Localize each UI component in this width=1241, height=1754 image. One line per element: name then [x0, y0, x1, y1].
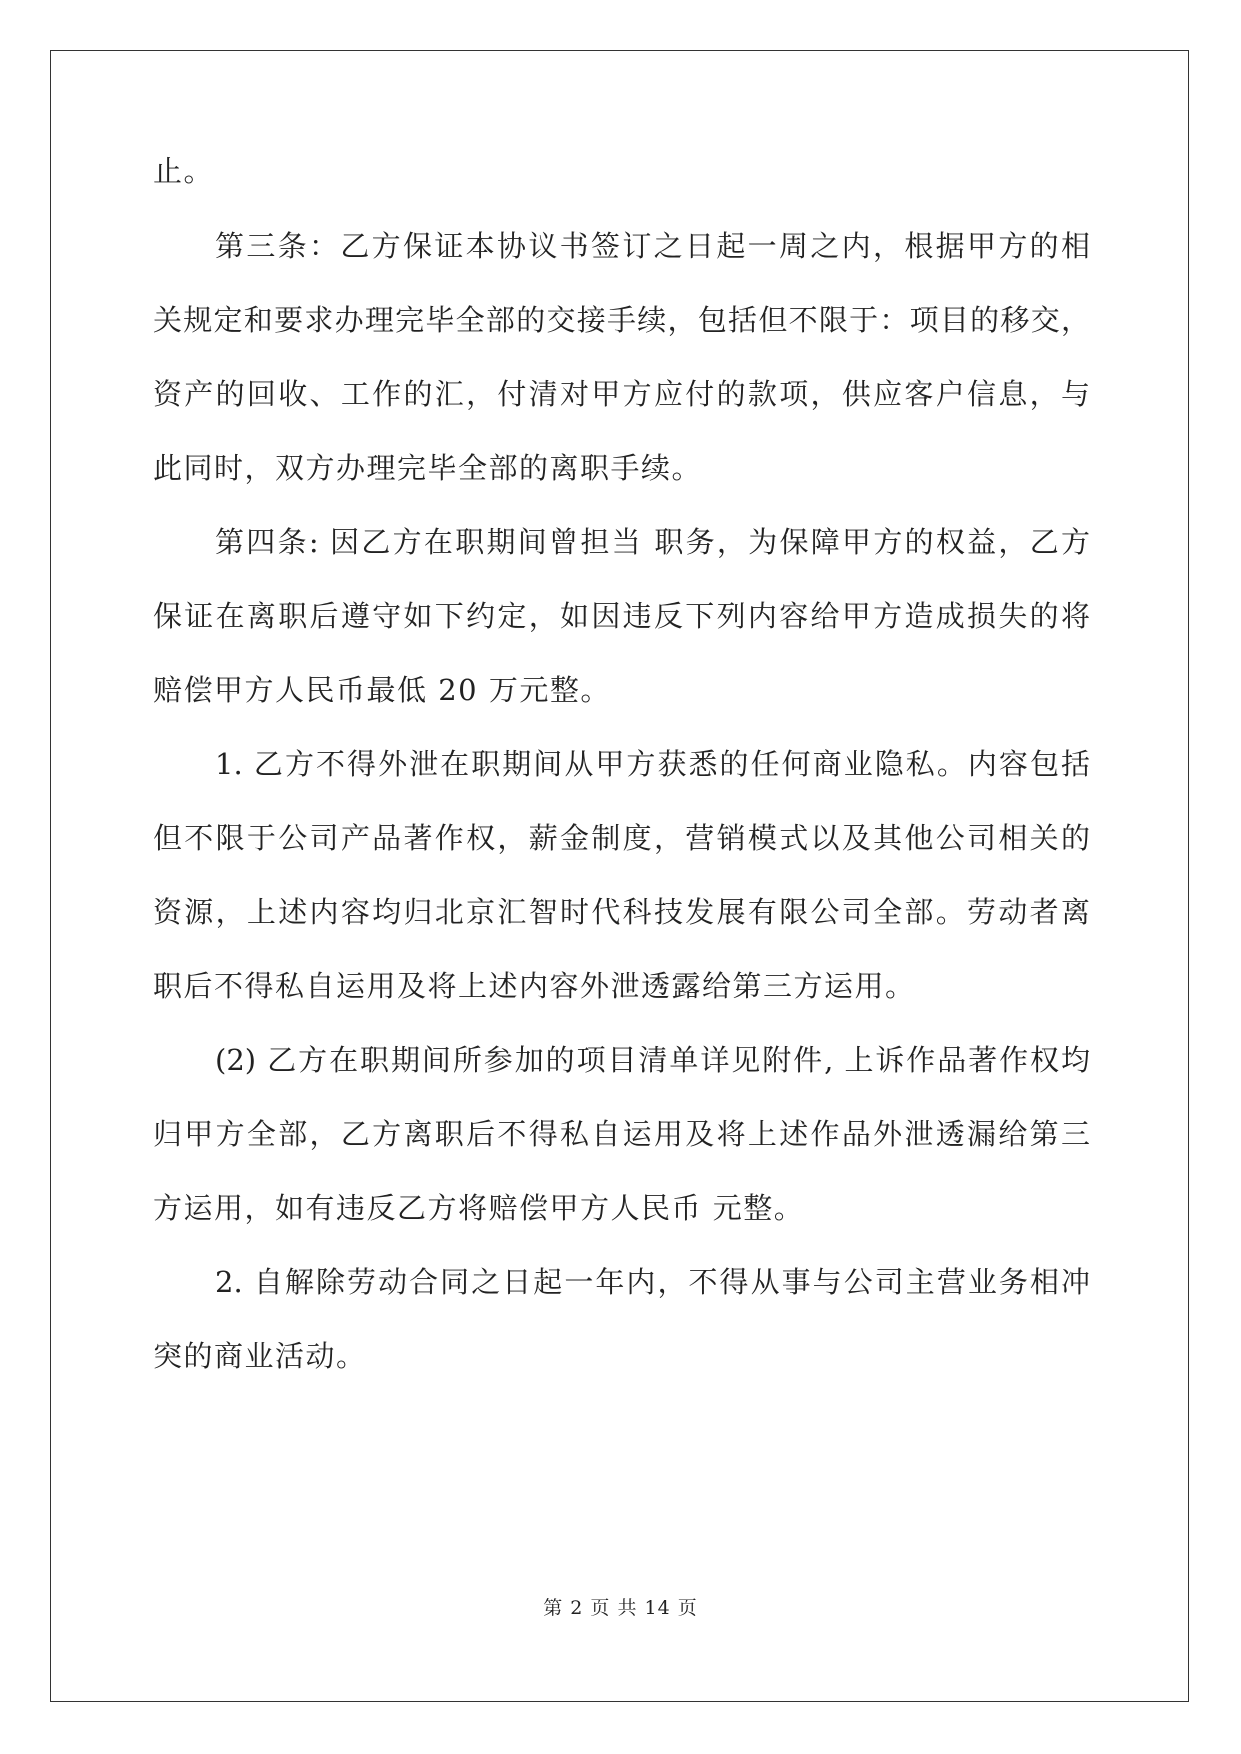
text-line: 第四条: 因乙方在职期间曾担当 职务，为保障甲方的权益，乙方 — [215, 525, 1090, 559]
text-line: 2. 自解除劳动合同之日起一年内，不得从事与公司主营业务相冲 — [215, 1265, 1090, 1299]
page-border — [50, 50, 1189, 1702]
text-line: 赔偿甲方人民币最低 20 万元整。 — [153, 673, 611, 707]
page-number: 第 2 页 共 14 页 — [543, 1597, 698, 1619]
text-line: 保证在离职后遵守如下约定，如因违反下列内容给甲方造成损失的将 — [153, 599, 1090, 633]
text-line: 方运用，如有违反乙方将赔偿甲方人民币 元整。 — [153, 1191, 805, 1225]
text-line: 资源，上述内容均归北京汇智时代科技发展有限公司全部。劳动者离 — [153, 895, 1090, 929]
text-line: 止。 — [153, 154, 215, 188]
text-line: 职后不得私自运用及将上述内容外泄透露给第三方运用。 — [153, 969, 916, 1003]
text-line: 突的商业活动。 — [153, 1339, 367, 1373]
text-line: 但不限于公司产品著作权，薪金制度，营销模式以及其他公司相关的 — [153, 821, 1090, 855]
text-line: 关规定和要求办理完毕全部的交接手续，包括但不限于：项目的移交， — [153, 303, 1090, 337]
text-line: 1. 乙方不得外泄在职期间从甲方获悉的任何商业隐私。内容包括 — [215, 747, 1090, 781]
text-line: 此同时，双方办理完毕全部的离职手续。 — [153, 451, 703, 485]
text-line: 第三条：乙方保证本协议书签订之日起一周之内，根据甲方的相 — [215, 229, 1090, 263]
text-line: (2) 乙方在职期间所参加的项目清单详见附件, 上诉作品著作权均 — [215, 1043, 1090, 1077]
text-line: 归甲方全部，乙方离职后不得私自运用及将上述作品外泄透漏给第三 — [153, 1117, 1090, 1151]
text-line: 资产的回收、工作的汇，付清对甲方应付的款项，供应客户信息，与 — [153, 377, 1090, 411]
